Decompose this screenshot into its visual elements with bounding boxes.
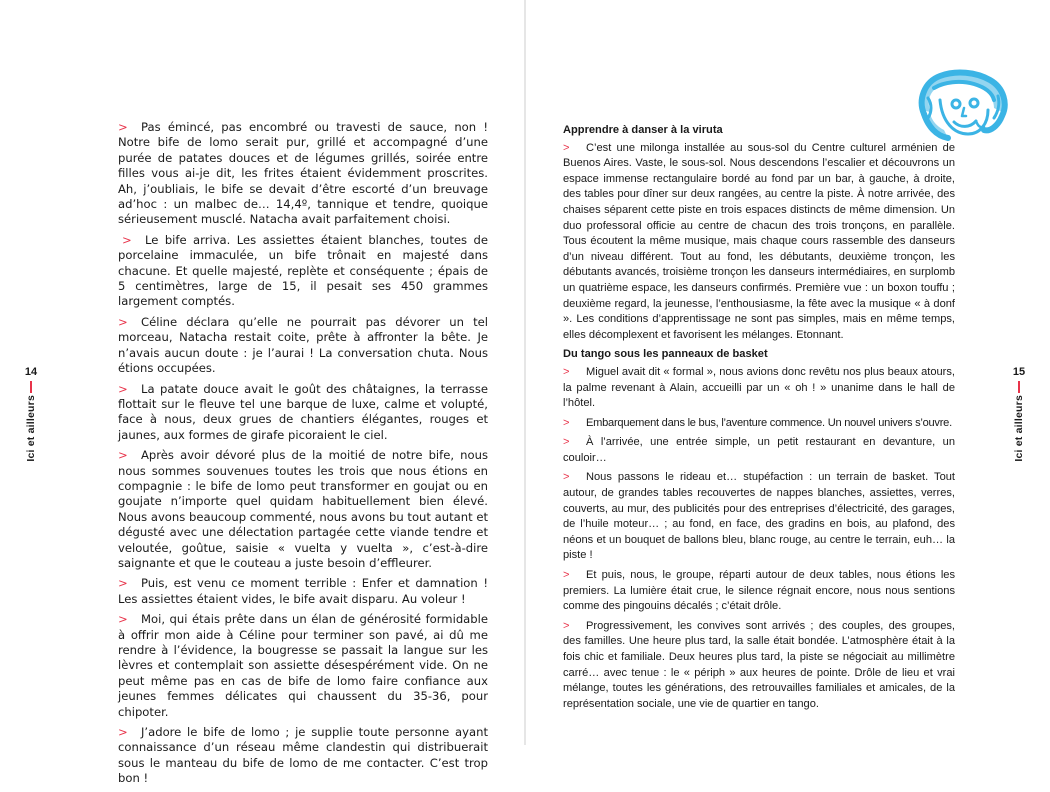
paragraph: > Le bife arriva. Les assiettes étaient blanches, toutes de porcelaine immaculée, un bife trônait en majesté dans chacune. Et quelle majesté, replète et conséquente ; épais de 5 centimètres, large de 15, il pesait ses 450 grammes largement comptés. (118, 232, 488, 309)
paragraph-marker: > (563, 365, 570, 378)
paragraph: > À l’arrivée, une entrée simple, un petit restaurant en devanture, un couloir… (563, 436, 955, 464)
paragraph-marker: > (118, 448, 128, 463)
paragraph: > J’adore le bife de lomo ; je supplie toute personne ayant connaissance d’un réseau même clandestin qui distribuerait sous le manteau du bife de lomo de me contacter. C’est trop bon ! (118, 725, 488, 786)
folio-rule (30, 381, 32, 393)
section-heading: Apprendre à danser à la viruta (563, 124, 723, 136)
paragraph: > Puis, est venu ce moment terrible : Enfer et damnation ! Les assiettes étaient vides, le bife avait disparu. Au voleur ! (118, 576, 488, 606)
paragraph-marker: > (563, 471, 570, 484)
paragraph: > Après avoir dévoré plus de la moitié de notre bife, nous nous sommes souvenues toutes les trois que nous étions en compagnie : le bife de lomo peut transformer en goujat ou en goujate n’importe quel quidam habituellement bien élevé. Nous avons beaucoup commenté, nous avons bu tout autant et dégusté avec une délectation partagée cette viande tendre et veloutée, goûtue, saisie « vuelta y vuelta », c’est-à-dire saignante et que le couteau a juste besoin d’effleurer. (118, 448, 488, 570)
paragraph-marker: > (122, 232, 132, 247)
paragraph: > Et puis, nous, le groupe, réparti autour de deux tables, nous étions les premiers. La lumière était crue, le silence régnait encore, nous nous sentions comme des pingouins décalés ; c’était drôle. (563, 569, 955, 613)
right-folio (1010, 366, 1028, 462)
paragraph-marker: > (563, 436, 570, 449)
paragraph: > Céline déclara qu’elle ne pourrait pas dévorer un tel morceau, Natacha restait coite, prête à affronter la bête. Je n’avais aucun doute : je l’aurai ! La conversation chuta. Nous étions occupées. (118, 314, 488, 376)
paragraph-marker: > (563, 569, 570, 582)
right-page-text (563, 123, 955, 716)
paragraph-marker: > (563, 619, 570, 632)
paragraph-marker: > (118, 120, 128, 134)
left-folio (22, 366, 40, 462)
running-title: Ici et ailleurs (25, 395, 37, 462)
paragraph: > Embarquement dans le bus, l’aventure commence. Un nouvel univers s’ouvre. (563, 416, 955, 432)
paragraph-marker: > (118, 381, 128, 396)
paragraph-marker: > (118, 314, 128, 329)
right-page (526, 0, 1050, 745)
section-heading: Du tango sous les panneaux de basket (563, 348, 768, 361)
paragraph-marker: > (563, 141, 570, 154)
left-page-text (118, 120, 488, 792)
paragraph: > Miguel avait dit « formal », nous avions donc revêtu nos plus beaux atours, la palme revenant à Alain, accueilli par un « oh ! » unanime dans le hall de l’hôtel. (563, 365, 955, 410)
paragraph-marker: > (118, 612, 128, 627)
paragraph: > Nous passons le rideau et… stupéfaction : un terrain de basket. Tout autour, de grandes tables recouvertes de nappes blanches, assiettes, verres, couverts, au mur, des publicités pour des entreprises d’électricité, des garages, de l’huile moteur… ; au fond, en face, des gradins en bois, au plafond, des néons et un bouquet de ballons bleu, blanc rouge, au centre le terrain, euh… la piste ! (563, 471, 955, 562)
paragraph-marker: > (118, 725, 128, 740)
page-number: 15 (1012, 366, 1026, 378)
left-page (0, 0, 525, 786)
paragraph: > C’est une milonga installée au sous-sol du Centre culturel arménien de Buenos Aires. Vaste, le sous-sol. Nous descendons l’escalier et découvrons un espace immense rectangulaire bordé au fond par un bar, à gauche, à droite, des tables pour dîner sur deux rangées, au centre la piste. À notre arrivée, des chaises séparent cette piste en trois espaces distincts de même dimension. Un duo professoral officie au centre de chacun des trois tronçons, en parallèle. Tous écoutent la même musique, mais chaque cours rassemble des danseurs d’un niveau différent. Tout au fond, les débutants, deuxième tronçon, les débutants avancés, troisième tronçon les danseurs intermédiaires, en surplomb un quatrième espace, les danseurs confirmés. Première vue : un boxon touffu ; deuxième regard, la jeunesse, l’enthousiasme, la fête avec la musique « à donf ». Les conditions d’apprentissage ne sont pas simples, mais en même temps, elles décomplexent et favorisent les mélanges. Etonnant. (563, 141, 955, 341)
running-title: Ici et ailleurs (1013, 395, 1025, 462)
paragraph-marker: > (118, 576, 128, 591)
page-number: 14 (24, 366, 38, 378)
paragraph: > La patate douce avait le goût des châtaignes, la terrasse flottait sur le fleuve tel une barque de luxe, calme et volupté, face à nous, deux grues de chantiers élégantes, rouges et jaunes, aux formes de girafe picoraient le ciel. (118, 381, 488, 442)
paragraph: > Pas émincé, pas encombré ou travesti de sauce, non ! Notre bife de lomo serait pur, grillé et accompagné d’une purée de patates douces et de légumes grillés, soirée entre filles vous ai-je dit, les frites étaient évidemment proscrites. Ah, j’oubliais, le bife se devait d’être escorté d’un breuvage ad’hoc : un malbec de… 14,4º, tannique et tendre, quoique sérieusement musclé. Natacha avait parfaitement choisi. (118, 120, 488, 227)
paragraph-marker: > (563, 416, 570, 429)
folio-rule (1018, 381, 1020, 393)
paragraph: > Moi, qui étais prête dans un élan de générosité formidable à offrir mon aide à Céline pour terminer son pavé, ai dû me rendre à l’évidence, la bougresse se passait la langue sur les lèvres et contemplait son assiette désespérément vide. On ne peut même pas en cas de bife de lomo faire confiance aux jeunes femmes délicates qui chaussent du 35-36, pour chipoter. (118, 612, 488, 719)
paragraph: > Progressivement, les convives sont arrivés ; des couples, des groupes, des familles. Une heure plus tard, la salle était bondée. L’atmosphère était à la fois chic et familiale. Deux heures plus tard, la piste se négociait au millimètre carré… avec tenue : le « périph » aux heures de pointe. Drôle de lieu et vrai mélange, toutes les générations, des retrouvailles familiales et amicales, de la représentation sociale, une vie de quartier en tango. (563, 619, 955, 710)
